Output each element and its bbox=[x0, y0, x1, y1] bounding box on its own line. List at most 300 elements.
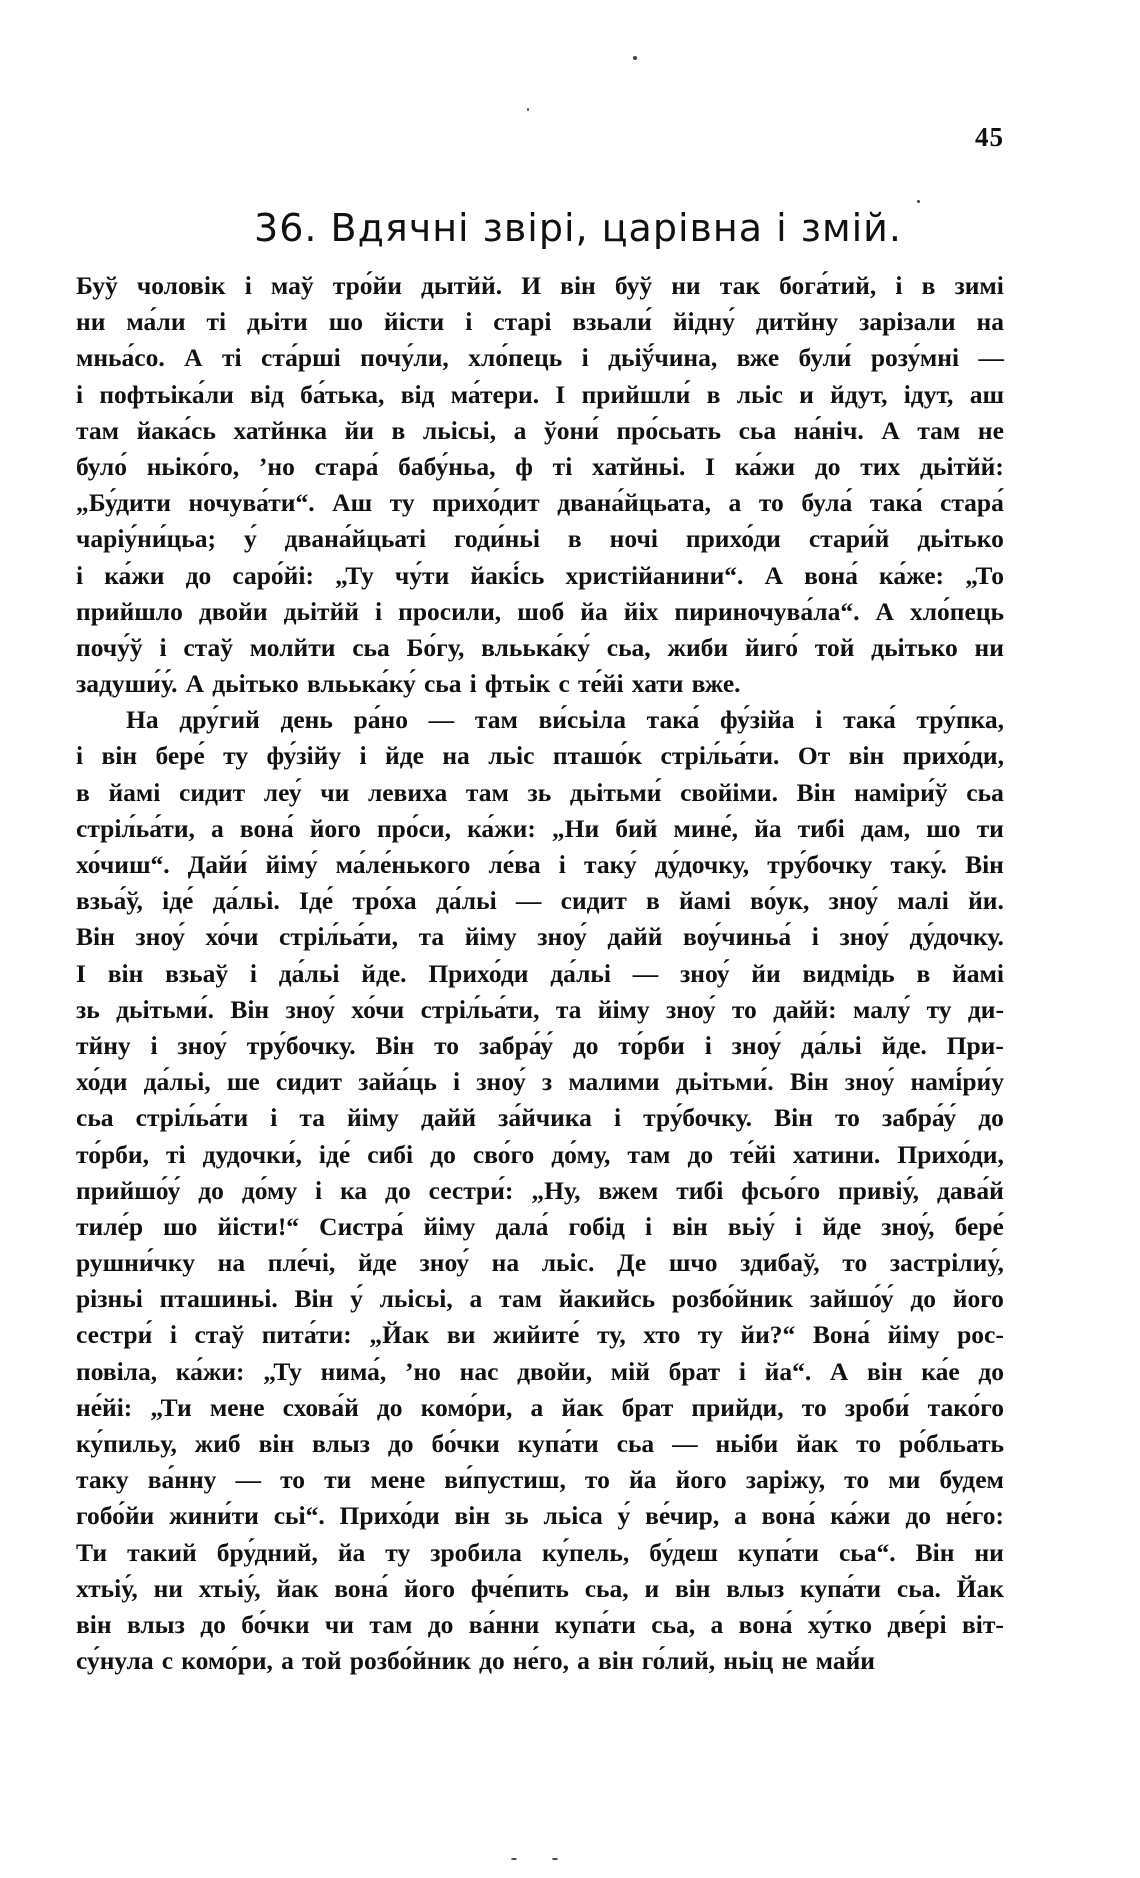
word: не́йі: bbox=[76, 1392, 133, 1422]
word: льіса bbox=[543, 1501, 603, 1531]
word: йак bbox=[796, 1429, 839, 1458]
word: мене bbox=[209, 1392, 265, 1422]
word: пле́чі, bbox=[267, 1248, 336, 1278]
word: зноу́ bbox=[537, 922, 587, 952]
word: до bbox=[427, 1609, 454, 1639]
word: то bbox=[856, 1429, 882, 1458]
word: і bbox=[738, 1356, 746, 1386]
word: і bbox=[469, 669, 477, 699]
word: в bbox=[567, 524, 582, 554]
word: його bbox=[952, 1284, 1004, 1314]
word: не́го: bbox=[945, 1501, 1004, 1531]
word: забра́у́ bbox=[881, 1103, 957, 1133]
word: була́ bbox=[801, 488, 853, 518]
word: дайй bbox=[607, 922, 663, 952]
word: комо́ри, bbox=[420, 1392, 513, 1422]
word: вона́ bbox=[804, 560, 858, 590]
text-line bbox=[76, 666, 1004, 702]
word: Він bbox=[796, 777, 836, 807]
word: ночува́ти“. bbox=[188, 488, 315, 518]
word: ду́дочку, bbox=[654, 850, 750, 879]
word: і bbox=[76, 379, 84, 409]
word: до́му bbox=[241, 1175, 298, 1205]
word: йи bbox=[751, 958, 781, 988]
word: сьа, bbox=[606, 632, 651, 662]
word: ро́бльать bbox=[899, 1429, 1004, 1458]
word: брат bbox=[621, 1392, 674, 1422]
word: — bbox=[235, 1465, 262, 1495]
word: Він bbox=[76, 922, 115, 952]
word: на bbox=[491, 1248, 520, 1278]
word: то́рби bbox=[618, 1030, 685, 1060]
word: йіму bbox=[347, 1103, 399, 1133]
word: ньіби bbox=[715, 1429, 779, 1458]
word: прийшо́у́ bbox=[76, 1175, 181, 1205]
word: дьітйй: bbox=[919, 451, 1004, 481]
word: дьітько bbox=[212, 669, 299, 699]
word: від bbox=[400, 379, 435, 409]
word: до bbox=[200, 1609, 226, 1639]
word: йіму bbox=[887, 1320, 940, 1350]
word: прийди, bbox=[691, 1392, 784, 1422]
word: так bbox=[719, 271, 761, 300]
word: вже bbox=[736, 343, 780, 373]
word: — bbox=[978, 343, 1004, 373]
text-line bbox=[76, 775, 1004, 811]
word: йамі bbox=[108, 777, 161, 807]
text-line bbox=[76, 1426, 1004, 1462]
word: зноу́ bbox=[476, 1067, 526, 1097]
word: іде́ bbox=[162, 886, 194, 916]
word: сьа, bbox=[651, 1609, 696, 1639]
word: а bbox=[211, 813, 224, 843]
word: шо bbox=[926, 813, 961, 843]
word: сьа bbox=[966, 777, 1004, 807]
text-line bbox=[76, 485, 1004, 521]
word: стріл́ьа́ти bbox=[135, 1103, 249, 1133]
word: ра́но bbox=[353, 705, 408, 735]
story-body bbox=[76, 268, 1004, 1679]
word: за́йчика bbox=[498, 1103, 592, 1133]
word: дьітько bbox=[871, 632, 958, 662]
word: і bbox=[150, 1030, 158, 1060]
paragraph-2 bbox=[76, 702, 1004, 1679]
text-line bbox=[76, 1245, 1004, 1281]
word: йа“. bbox=[764, 1356, 812, 1386]
word: у́ bbox=[243, 524, 257, 554]
word: буў bbox=[614, 271, 653, 300]
word: до bbox=[572, 1030, 599, 1060]
word: такий bbox=[127, 1537, 197, 1567]
word: він bbox=[454, 1501, 491, 1531]
word: він bbox=[598, 1646, 634, 1676]
text-line bbox=[76, 1100, 1004, 1136]
word: а bbox=[728, 488, 742, 518]
word: рос- bbox=[957, 1320, 1004, 1350]
word: ка́же: bbox=[879, 560, 945, 590]
word: малими bbox=[568, 1067, 660, 1097]
word: взьа́ў, bbox=[76, 886, 143, 916]
word: йде. bbox=[881, 1030, 927, 1060]
word: зноу́ bbox=[839, 922, 889, 952]
word: І bbox=[705, 451, 716, 481]
word: той bbox=[301, 1646, 342, 1676]
word: свойіми. bbox=[680, 777, 778, 807]
word: сибі bbox=[367, 1139, 414, 1169]
word: він bbox=[101, 741, 138, 771]
word: почу́ў bbox=[76, 632, 143, 662]
word: то bbox=[731, 994, 757, 1024]
word: тибі bbox=[676, 1175, 724, 1205]
word: фу́зійа bbox=[720, 705, 795, 735]
word: сьа bbox=[423, 669, 462, 699]
word: забра́у́ bbox=[478, 1030, 553, 1060]
word: і bbox=[581, 343, 589, 373]
text-line bbox=[76, 883, 1004, 919]
word: ’но bbox=[258, 451, 295, 481]
word: молйти bbox=[249, 632, 336, 662]
word: сестри́: bbox=[428, 1175, 514, 1205]
word: А bbox=[185, 669, 205, 699]
word: ті bbox=[552, 451, 573, 481]
word: така́ bbox=[869, 488, 923, 518]
text-line bbox=[76, 1317, 1004, 1353]
word: сидит bbox=[560, 886, 627, 916]
word: йак bbox=[276, 1573, 319, 1603]
word: йакі́сь bbox=[470, 560, 545, 590]
word: про́сьать bbox=[616, 415, 721, 445]
word: жини́ти bbox=[169, 1501, 259, 1531]
word: ле́ва bbox=[488, 850, 541, 879]
word: там bbox=[917, 415, 961, 445]
word: стріл́ьа́ти. bbox=[660, 741, 780, 771]
word: льісьі, bbox=[379, 1284, 453, 1314]
word: ту bbox=[385, 1537, 411, 1567]
word: дитйну bbox=[755, 307, 839, 337]
text-line bbox=[76, 340, 1004, 376]
word: і bbox=[244, 271, 252, 300]
word: в bbox=[706, 379, 721, 409]
word: маў bbox=[270, 271, 314, 300]
word: то bbox=[280, 1465, 306, 1495]
word: віт- bbox=[961, 1609, 1004, 1639]
word: вльька́ку́ bbox=[306, 669, 416, 699]
word: влыз bbox=[126, 1609, 185, 1639]
word: і bbox=[704, 1030, 712, 1060]
word: Прихо́ди, bbox=[897, 1139, 1004, 1169]
word: ту bbox=[697, 1320, 723, 1350]
word: до bbox=[385, 1175, 411, 1205]
word: зноу́ bbox=[419, 1248, 469, 1278]
word: бо́чки bbox=[241, 1609, 310, 1639]
word: сестри́ bbox=[76, 1320, 153, 1350]
word: та bbox=[555, 994, 582, 1024]
word: йде. bbox=[361, 958, 407, 988]
word: ту bbox=[223, 741, 249, 771]
word: пириночува́ла“. bbox=[674, 596, 860, 626]
word: дру́гий bbox=[179, 705, 260, 735]
word: там bbox=[474, 705, 518, 735]
word: то bbox=[842, 1248, 868, 1278]
print-speck bbox=[917, 200, 920, 203]
word: він bbox=[674, 1573, 711, 1603]
word: Він bbox=[294, 1284, 334, 1314]
word: христійанини“. bbox=[565, 560, 744, 590]
story-title: 36. Вдячні звірі, царівна і змій. bbox=[254, 206, 902, 250]
word: зноу́ bbox=[680, 958, 730, 988]
word: і bbox=[645, 1211, 653, 1241]
word: ма́ли bbox=[126, 307, 186, 337]
word: дава́й bbox=[936, 1175, 1004, 1205]
text-line bbox=[76, 1281, 1004, 1317]
word: Систра́ bbox=[319, 1211, 404, 1241]
word: „То bbox=[965, 560, 1004, 590]
text-line bbox=[76, 304, 1004, 340]
word: там bbox=[499, 1284, 543, 1314]
word: ти bbox=[976, 813, 1004, 843]
word: ку́пильу, bbox=[76, 1429, 177, 1458]
word: ті bbox=[221, 343, 242, 373]
word: а bbox=[577, 1646, 590, 1676]
word: с bbox=[558, 669, 570, 699]
word: льіс. bbox=[541, 1248, 595, 1278]
word: ка́жи bbox=[734, 451, 796, 481]
word: а bbox=[513, 415, 527, 445]
word: і bbox=[815, 705, 823, 735]
word: бу́деш bbox=[649, 1537, 718, 1567]
word: намі́ри́у bbox=[910, 1067, 1004, 1097]
word: до bbox=[978, 1356, 1004, 1386]
text-line bbox=[76, 630, 1004, 666]
word: зайа́ць bbox=[358, 1067, 437, 1097]
word: його bbox=[309, 813, 361, 843]
word: дайй: bbox=[773, 994, 837, 1024]
text-line bbox=[76, 413, 1004, 449]
word: там bbox=[76, 415, 119, 445]
word: двана́йцьата, bbox=[557, 488, 711, 518]
word: ва́нну bbox=[147, 1465, 217, 1495]
text-line bbox=[76, 1607, 1004, 1643]
word: то́рби, bbox=[76, 1139, 149, 1169]
word: не́го, bbox=[512, 1646, 569, 1676]
word: і bbox=[453, 1067, 461, 1097]
text-line bbox=[76, 594, 1004, 630]
word: А bbox=[184, 343, 203, 373]
word: на bbox=[976, 307, 1004, 337]
word: вона́ bbox=[738, 1609, 793, 1639]
word: ті bbox=[206, 307, 227, 337]
word: А bbox=[764, 560, 783, 590]
word: до bbox=[376, 1392, 403, 1422]
word: йде bbox=[822, 1211, 862, 1241]
word: ни bbox=[974, 1537, 1004, 1567]
word: стріл́ьа́ти, bbox=[279, 922, 398, 952]
word: там bbox=[627, 1139, 671, 1169]
word: дьітьми́. bbox=[675, 1067, 774, 1097]
word: су́нула bbox=[76, 1646, 154, 1676]
word: жиби bbox=[667, 632, 729, 662]
word: він bbox=[867, 1356, 903, 1386]
word: йде bbox=[357, 1248, 397, 1278]
word: від bbox=[250, 379, 284, 409]
word: прихо́дит bbox=[432, 488, 540, 518]
word: дытйй. bbox=[421, 271, 503, 300]
word: Буў bbox=[76, 271, 118, 300]
word: йа bbox=[754, 813, 782, 843]
word: аш bbox=[969, 379, 1004, 409]
word: льіс bbox=[736, 379, 783, 409]
word: „Ту bbox=[335, 560, 374, 590]
word: дала́ bbox=[495, 1211, 549, 1241]
word: сидит bbox=[275, 1067, 343, 1097]
word: тих bbox=[860, 451, 901, 481]
word: не bbox=[781, 1646, 808, 1676]
word: ше bbox=[226, 1067, 260, 1097]
text-line bbox=[76, 1462, 1004, 1498]
word: дьітйй bbox=[283, 596, 359, 626]
print-speck bbox=[511, 1858, 517, 1860]
word: зноу́ bbox=[828, 886, 879, 916]
word: тру́пка, bbox=[916, 705, 1004, 735]
text-line bbox=[76, 1137, 1004, 1173]
word: і bbox=[465, 307, 473, 337]
word: ста́рші bbox=[261, 343, 341, 373]
word: зимі bbox=[954, 271, 1004, 300]
word: бабу́ньа, bbox=[398, 451, 496, 481]
text-line bbox=[76, 1643, 1004, 1679]
word: було́ bbox=[76, 451, 127, 481]
word: і bbox=[795, 1211, 803, 1241]
word: йдут, bbox=[830, 379, 888, 409]
word: Іде́ bbox=[298, 886, 334, 916]
word: зноу́, bbox=[881, 1211, 935, 1241]
word: двойи bbox=[198, 596, 268, 626]
word: сьа“. bbox=[838, 1537, 896, 1567]
word: брат bbox=[668, 1356, 721, 1386]
word: і bbox=[169, 1320, 177, 1350]
word: йіму́ bbox=[265, 850, 318, 879]
word: малу́ bbox=[853, 994, 911, 1024]
word: ти bbox=[324, 1465, 352, 1495]
word: дьіў́чина, bbox=[608, 343, 718, 373]
word: йіму bbox=[423, 1211, 476, 1241]
word: таку bbox=[76, 1465, 129, 1495]
word: Він bbox=[789, 1067, 829, 1097]
word: йіму bbox=[597, 994, 650, 1024]
word: льіс bbox=[488, 741, 535, 771]
word: а bbox=[734, 1501, 747, 1531]
word: в bbox=[916, 958, 931, 988]
text-line bbox=[76, 956, 1004, 992]
word: льісьі, bbox=[422, 415, 497, 445]
word: стара́ bbox=[940, 488, 1004, 518]
word: хо́ди bbox=[76, 1067, 128, 1097]
word: вьіу́ bbox=[727, 1211, 775, 1241]
word: він bbox=[76, 1609, 112, 1639]
text-line bbox=[76, 1064, 1004, 1100]
word: йа bbox=[628, 1465, 657, 1495]
word: зь bbox=[527, 777, 552, 807]
word: гобід bbox=[568, 1211, 625, 1241]
word: дудочки́, bbox=[202, 1139, 302, 1169]
text-line bbox=[76, 992, 1004, 1028]
print-speck bbox=[527, 108, 529, 111]
word: стріл́ьа́ти, bbox=[420, 994, 540, 1024]
word: йамі bbox=[952, 958, 1004, 988]
word: до bbox=[905, 1501, 931, 1531]
word: „Бу́дити bbox=[76, 488, 171, 518]
text-line bbox=[76, 521, 1004, 557]
word: А bbox=[881, 415, 900, 445]
word: шо bbox=[163, 1211, 198, 1241]
text-line bbox=[76, 1028, 1004, 1064]
word: бере́ bbox=[954, 1211, 1004, 1241]
word: воу́чиньа́ bbox=[683, 922, 792, 952]
word: взьаў bbox=[165, 958, 229, 988]
word: фче́пить bbox=[470, 1573, 569, 1603]
word: та bbox=[299, 1103, 325, 1133]
word: сьа bbox=[352, 632, 390, 662]
word: вона́ bbox=[761, 1501, 816, 1531]
word: те́йі bbox=[730, 1139, 776, 1169]
word: хло́пець bbox=[910, 596, 1004, 626]
word: малі bbox=[897, 886, 949, 916]
word: стаў bbox=[183, 632, 233, 662]
word: до bbox=[978, 1103, 1004, 1133]
text-line bbox=[76, 738, 1004, 774]
text-line bbox=[76, 1498, 1004, 1534]
word: дайй bbox=[421, 1103, 477, 1133]
word: в bbox=[646, 886, 660, 916]
word: мій bbox=[610, 1356, 650, 1386]
word: зарізали bbox=[859, 307, 956, 337]
word: мене bbox=[370, 1465, 426, 1495]
word: шо bbox=[328, 307, 363, 337]
word: гобо́йи bbox=[76, 1501, 155, 1531]
text-line bbox=[76, 1354, 1004, 1390]
word: у́ bbox=[350, 1284, 363, 1314]
word: зноу́ bbox=[666, 994, 716, 1024]
word: и bbox=[799, 379, 814, 409]
word: хтьіу́, bbox=[198, 1573, 261, 1603]
word: „Йак bbox=[369, 1320, 430, 1350]
word: хатйньі. bbox=[592, 451, 686, 481]
word: Він bbox=[375, 1030, 415, 1060]
word: в bbox=[76, 777, 90, 807]
word: дам, bbox=[860, 813, 911, 843]
word: і bbox=[159, 632, 167, 662]
word: сьа bbox=[616, 1429, 655, 1458]
word: взьали́ bbox=[572, 307, 652, 337]
word: да́льі bbox=[800, 1030, 862, 1060]
word: то bbox=[834, 1103, 860, 1133]
word: хто bbox=[643, 1320, 681, 1350]
word: ма́тери. bbox=[450, 379, 540, 409]
word: задуши́у́. bbox=[76, 669, 178, 699]
word: дьітько bbox=[917, 524, 1004, 554]
word: зроби́ bbox=[844, 1392, 910, 1422]
word: купа́ти bbox=[800, 1573, 882, 1603]
word: жийите́ bbox=[492, 1320, 580, 1350]
text-line bbox=[76, 1571, 1004, 1607]
word: йа bbox=[580, 596, 608, 626]
word: дьітьми́. bbox=[116, 994, 214, 1024]
page-number: 45 bbox=[975, 122, 1004, 152]
word: мине́, bbox=[673, 813, 738, 843]
word: прийшли́ bbox=[581, 379, 691, 409]
word: йакийсь bbox=[558, 1284, 656, 1314]
word: нас bbox=[459, 1356, 499, 1386]
